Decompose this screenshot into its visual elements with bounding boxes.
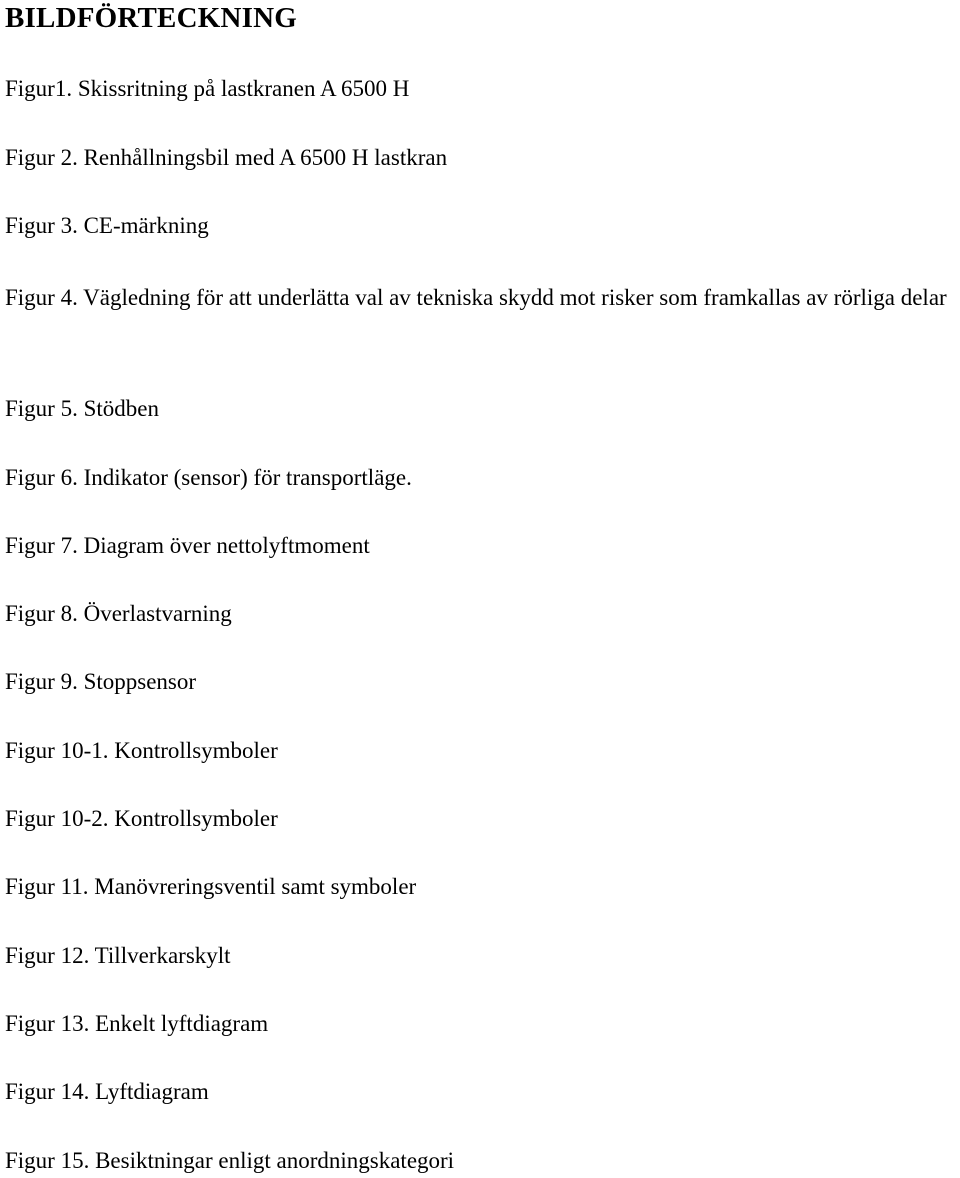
figure-entry-9: Figur 9. Stoppsensor xyxy=(5,669,197,694)
figure-entry-11: Figur 11. Manövreringsventil samt symboler xyxy=(5,874,417,899)
figure-entry-14: Figur 14. Lyftdiagram xyxy=(5,1079,209,1104)
figure-entry-10-1: Figur 10-1. Kontrollsymboler xyxy=(5,738,278,763)
figure-entry-4: Figur 4. Vägledning för att underlätta val av tekniska skydd mot risker som framkallas av rörliga delar xyxy=(5,285,947,310)
figure-entry-8: Figur 8. Överlastvarning xyxy=(5,601,232,626)
figure-entry-10-2: Figur 10-2. Kontrollsymboler xyxy=(5,806,278,831)
figure-entry-1: Figur1. Skissritning på lastkranen A 6500 H xyxy=(5,76,410,101)
figure-entry-7: Figur 7. Diagram över nettolyftmoment xyxy=(5,533,370,558)
figure-entry-6: Figur 6. Indikator (sensor) för transportläge. xyxy=(5,465,412,490)
figure-entry-12: Figur 12. Tillverkarskylt xyxy=(5,943,231,968)
figure-entry-15: Figur 15. Besiktningar enligt anordningskategori xyxy=(5,1148,455,1173)
list-of-figures-heading: BILDFÖRTECKNING xyxy=(5,2,298,34)
figure-entry-2: Figur 2. Renhållningsbil med A 6500 H lastkran xyxy=(5,145,448,170)
figure-entry-13: Figur 13. Enkelt lyftdiagram xyxy=(5,1011,269,1036)
figure-entry-5: Figur 5. Stödben xyxy=(5,396,159,421)
figure-entry-3: Figur 3. CE-märkning xyxy=(5,213,209,238)
